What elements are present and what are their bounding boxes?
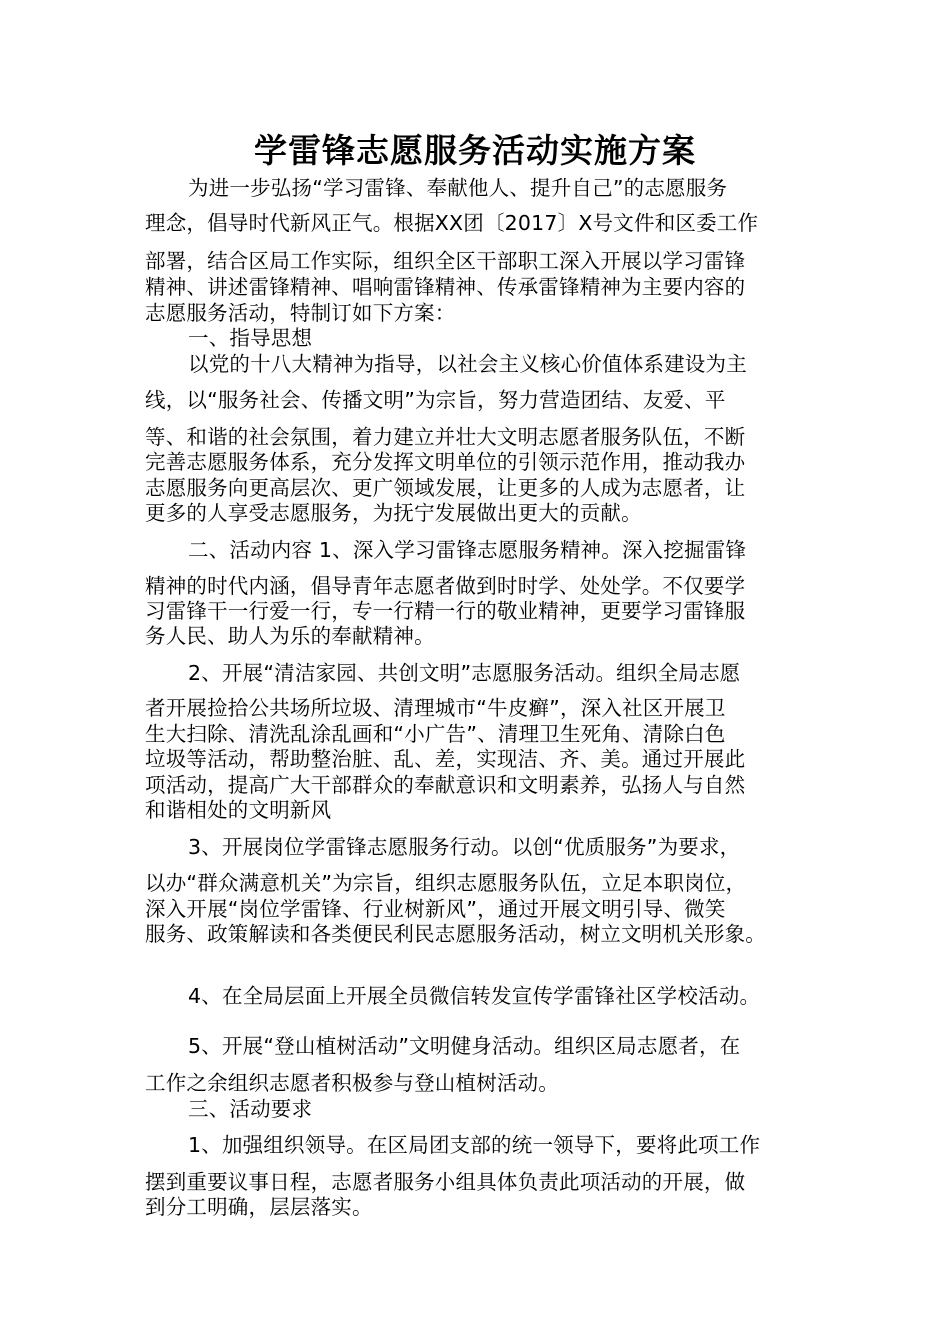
paragraph-line: 摆到重要议事日程，志愿者服务小组具体负责此项活动的开展，做 (145, 1170, 746, 1194)
paragraph-line: 理念，倡导时代新风正气。根据XX团〔2017〕X号文件和区委工作 (145, 211, 759, 235)
section-heading: 一、指导思想 (188, 326, 313, 350)
paragraph-line: 以办“群众满意机关”为宗旨，组织志愿服务队伍，立足本职岗位， (145, 871, 747, 895)
paragraph-line: 精神的时代内涵，倡导青年志愿者做到时时学、处处学。不仅要学 (145, 574, 746, 598)
paragraph-line: 5、开展“登山植树活动”文明健身活动。组织区局志愿者，在 (188, 1034, 741, 1058)
paragraph-line: 深入开展“岗位学雷锋、行业树新风”，通过开展文明引导、微笑 (145, 897, 726, 921)
paragraph-line: 完善志愿服务体系，充分发挥文明单位的引领示范作用，推动我办 (145, 450, 746, 474)
paragraph-line: 者开展捡拾公共场所垃圾、清理城市“牛皮癣”，深入社区开展卫 (145, 696, 726, 720)
document-title: 学雷锋志愿服务活动实施方案 (254, 131, 696, 170)
paragraph-line: 习雷锋干一行爱一行，专一行精一行的敬业精神，更要学习雷锋服 (145, 599, 746, 623)
paragraph-line: 务人民、助人为乐的奉献精神。 (145, 624, 435, 648)
paragraph-line: 项活动，提高广大干部群众的奉献意识和文明素养，弘扬人与自然 (145, 773, 746, 797)
paragraph-line: 为进一步弘扬“学习雷锋、奉献他人、提升自己”的志愿服务 (188, 176, 728, 200)
paragraph-line: 3、开展岗位学雷锋志愿服务行动。以创“优质服务”为要求， (188, 835, 741, 859)
paragraph-line: 志愿服务向更高层次、更广领域发展，让更多的人成为志愿者，让 (145, 476, 746, 500)
paragraph-line: 精神、讲述雷锋精神、唱响雷锋精神、传承雷锋精神为主要内容的 (145, 275, 746, 299)
paragraph-line: 更多的人享受志愿服务，为抚宁发展做出更大的贡献。 (145, 501, 642, 525)
paragraph-line: 以党的十八大精神为指导，以社会主义核心价值体系建设为主 (188, 352, 747, 376)
paragraph-line: 垃圾等活动，帮助整治脏、乱、差，实现洁、齐、美。通过开展此 (145, 747, 746, 771)
paragraph-line: 工作之余组织志愿者积极参与登山植树活动。 (145, 1071, 559, 1095)
paragraph-line: 1、加强组织领导。在区局团支部的统一领导下，要将此项工作 (188, 1133, 761, 1157)
section-heading: 三、活动要求 (188, 1097, 313, 1121)
paragraph-line: 二、活动内容 1、深入学习雷锋志愿服务精神。深入挖掘雷锋 (188, 538, 747, 562)
paragraph-line: 生大扫除、清洗乱涂乱画和“小广告”、清理卫生死角、清除白色 (145, 722, 726, 746)
paragraph-line: 部署，结合区局工作实际，组织全区干部职工深入开展以学习雷锋 (145, 249, 746, 273)
paragraph-line: 服务、政策解读和各类便民利民志愿服务活动，树立文明机关形象。 (145, 922, 766, 946)
paragraph-line: 线，以“服务社会、传播文明”为宗旨，努力营造团结、友爱、平 (145, 388, 726, 412)
paragraph-line: 等、和谐的社会氛围，着力建立并壮大文明志愿者服务队伍，不断 (145, 425, 746, 449)
paragraph-line: 到分工明确，层层落实。 (145, 1195, 373, 1219)
paragraph-line: 志愿服务活动，特制订如下方案： (145, 301, 456, 325)
paragraph-line: 和谐相处的文明新风 (145, 798, 332, 822)
paragraph-line: 4、在全局层面上开展全员微信转发宣传学雷锋社区学校活动。 (188, 984, 761, 1008)
paragraph-line: 2、开展“清洁家园、共创文明”志愿服务活动。组织全局志愿 (188, 661, 741, 685)
